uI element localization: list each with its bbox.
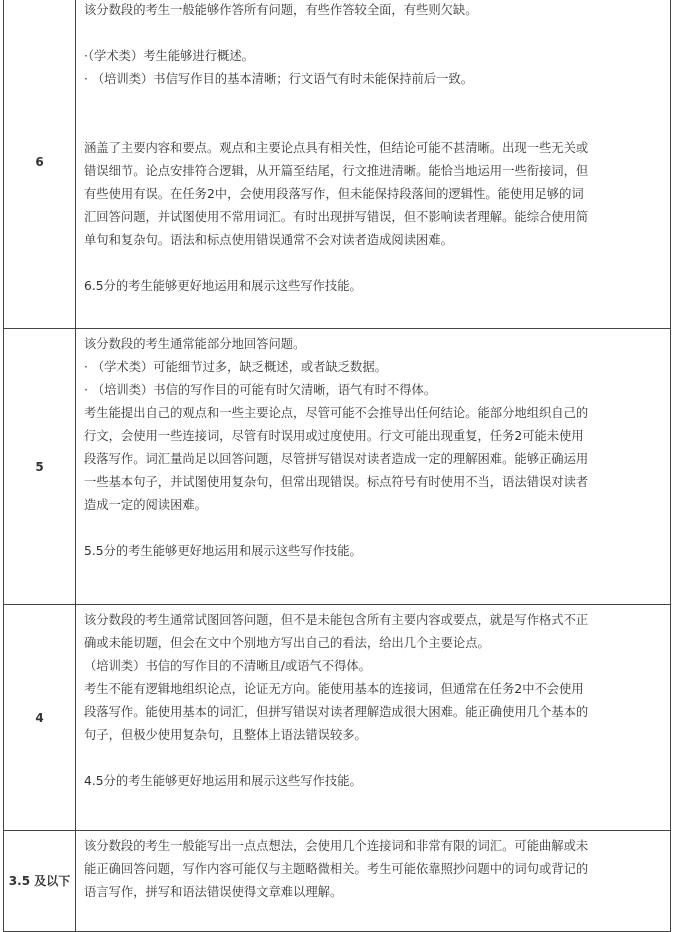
description-line: 4.5分的考生能够更好地运用和展示这些写作技能。 <box>84 774 362 788</box>
description-line: 该分数段的考生一般能够作答所有问题，有些作答较全面，有些则欠缺。 <box>84 3 478 17</box>
description-line: 该分数段的考生一般能写出一点点想法，会使用几个连接词和非常有限的词汇。可能曲解或未 <box>84 839 589 853</box>
description-line <box>84 22 662 45</box>
description-line: ·（学术类）考生能够进行概述。 <box>84 49 254 63</box>
description-line <box>84 904 662 927</box>
description-line <box>84 747 662 770</box>
description-line: 段落写作。词汇量尚足以回答问题，尽管拼写错误对读者造成一定的理解困难。能够正确运用 <box>84 452 589 466</box>
description-line: 涵盖了主要内容和要点。观点和主要论点具有相关性，但结论可能不甚清晰。出现一些无关或 <box>84 141 589 155</box>
band-row <box>4 831 671 932</box>
writing-band-descriptors-table <box>3 0 671 932</box>
description-line: · （培训类）书信写作目的基本清晰；行文语气有时未能保持前后一致。 <box>84 72 474 86</box>
description-line: 考生能提出自己的观点和一些主要论点，尽管可能不会推导出任何结论。能部分地组织自己的 <box>84 406 589 420</box>
band-row <box>4 329 671 605</box>
description-line: 有些使用有误。在任务2中，会使用段落写作，但未能保持段落间的逻辑性。能使用足够的词 <box>84 187 584 201</box>
description-line <box>84 563 662 586</box>
description-line: 该分数段的考生通常能部分地回答问题。 <box>84 337 306 351</box>
band-description <box>76 0 671 329</box>
description-line: （培训类）书信的写作目的不清晰且/或语气不得体。 <box>84 659 371 673</box>
band-score: 3.5 及以下 <box>4 831 76 932</box>
description-line <box>84 114 662 137</box>
description-line: 单句和复杂句。语法和标点使用错误通常不会对读者造成阅读困难。 <box>84 233 453 247</box>
description-line: 6.5分的考生能够更好地运用和展示这些写作技能。 <box>84 279 362 293</box>
description-line: 确或未能切题，但会在文中个别地方写出自己的看法，给出几个主要论点。 <box>84 636 490 650</box>
description-line: 段落写作。能使用基本的词汇，但拼写错误对读者理解造成很大困难。能正确使用几个基本的 <box>84 705 589 719</box>
description-line: · （培训类）书信的写作目的可能有时欠清晰，语气有时不得体。 <box>84 383 437 397</box>
band-description <box>76 329 671 605</box>
description-line: 错误细节。论点安排符合逻辑，从开篇至结尾，行文推进清晰。能恰当地运用一些衔接词，但 <box>84 164 589 178</box>
description-line <box>84 252 662 275</box>
description-line: 汇回答问题，并试图使用不常用词汇。有时出现拼写错误，但不影响读者理解。能综合使用简 <box>84 210 589 224</box>
description-line: 该分数段的考生通常试图回答问题，但不是未能包含所有主要内容或要点，就是写作格式不正 <box>84 613 589 627</box>
description-line: 行文，会使用一些连接词，尽管有时误用或过度使用。行文可能出现重复，任务2可能未使用 <box>84 429 584 443</box>
band-score: 6 <box>4 0 76 329</box>
description-line <box>84 91 662 114</box>
description-line: 语言写作，拼写和语法错误使得文章难以理解。 <box>84 885 343 899</box>
description-line <box>84 298 662 321</box>
band-score: 4 <box>4 605 76 831</box>
description-line: 5.5分的考生能够更好地运用和展示这些写作技能。 <box>84 544 362 558</box>
description-line <box>84 793 662 816</box>
description-line: 能正确回答问题，写作内容可能仅与主题略微相关。考生可能依靠照抄问题中的词句或背记的 <box>84 862 589 876</box>
band-row <box>4 605 671 831</box>
description-line: 造成一定的阅读困难。 <box>84 498 207 512</box>
description-line: · （学术类）可能细节过多，缺乏概述，或者缺乏数据。 <box>84 360 387 374</box>
band-description <box>76 605 671 831</box>
description-line: 考生不能有逻辑地组织论点，论证无方向。能使用基本的连接词，但通常在任务2中不会使用 <box>84 682 584 696</box>
description-line <box>84 517 662 540</box>
description-line: 一些基本句子，并试图使用复杂句，但常出现错误。标点符号有时使用不当，语法错误对读者 <box>84 475 589 489</box>
band-row <box>4 0 671 329</box>
band-description <box>76 831 671 932</box>
band-score: 5 <box>4 329 76 605</box>
description-line: 句子，但极少使用复杂句，且整体上语法错误较多。 <box>84 728 367 742</box>
